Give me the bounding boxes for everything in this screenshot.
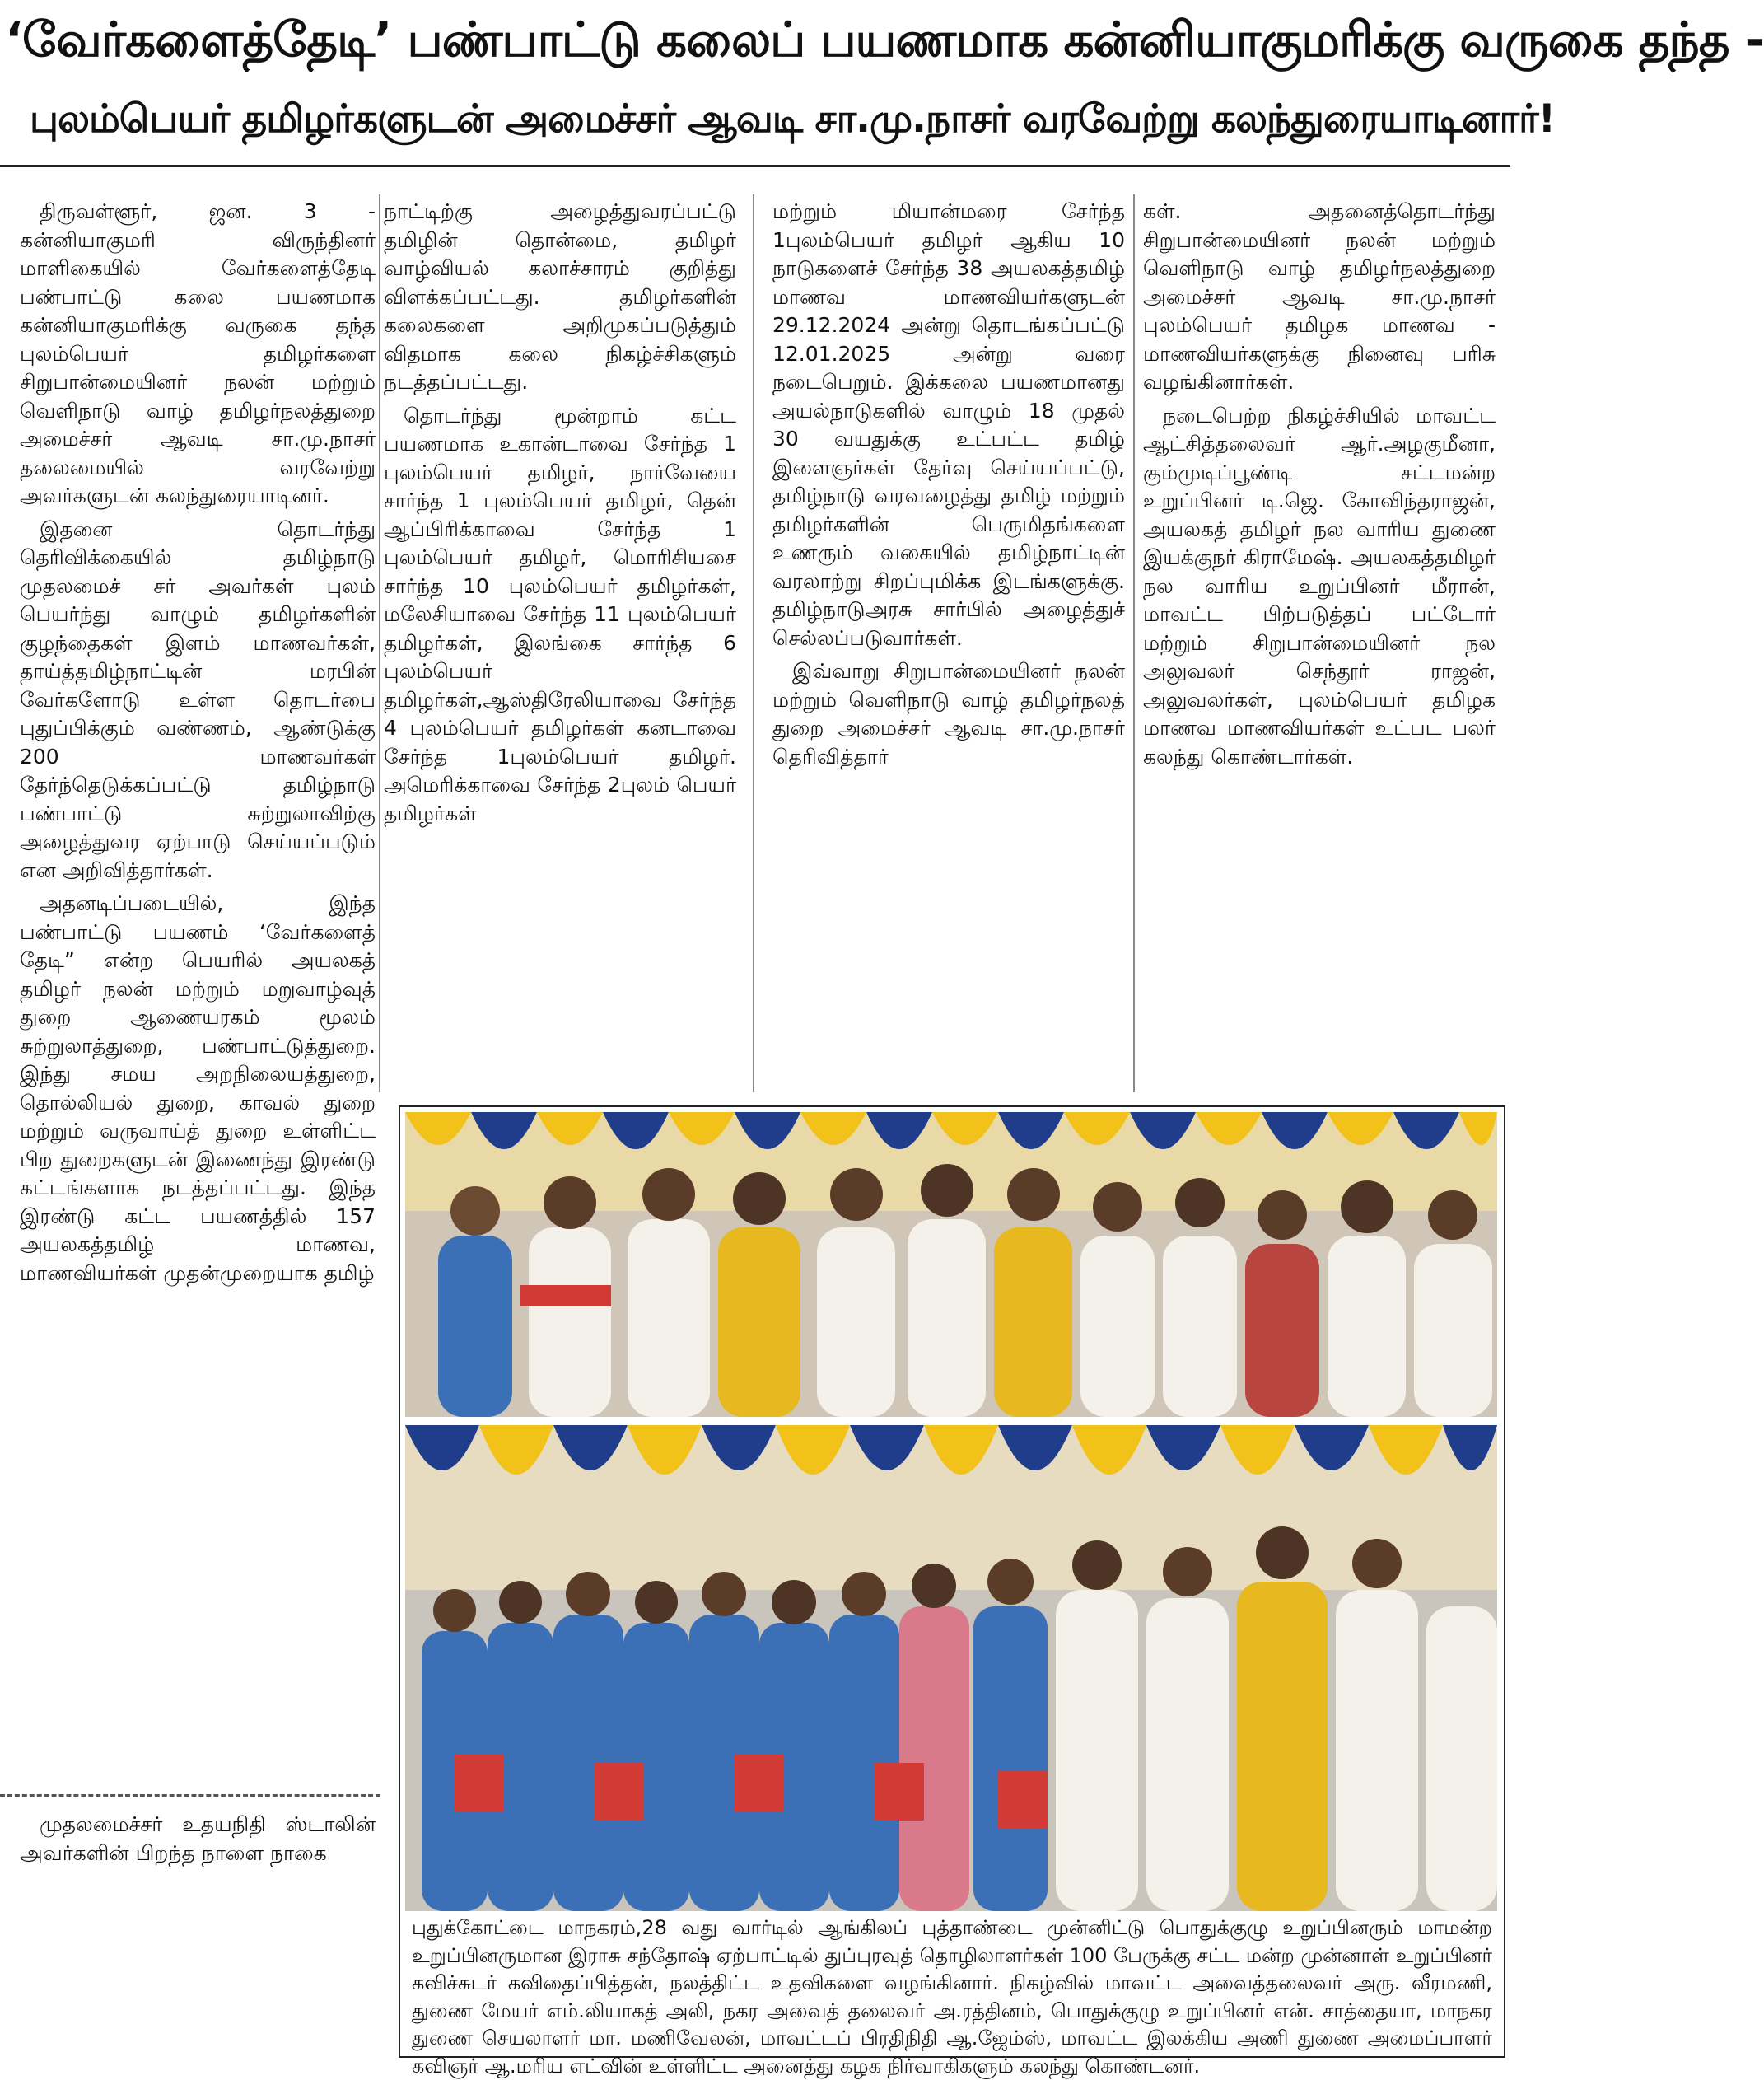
article-paragraph: மற்றும் மியான்மரை சேர்ந்த 1புலம்பெயர் தமிழர் ஆகிய 10 நாடுகளைச் சேர்ந்த 38 அயலகத்தமிழ் மாணவ மாணவியர்களுடன் 29.12.2024 அன்று தொடங்கப்பட்டு 12.01.2025 அன்று வரை நடைபெறும். இக்கலை பயணமானது அயல்நாடுகளில் வாழும் 18 முதல் 30 வயதுக்கு உட்பட்ட தமிழ் இளைஞர்கள் தேர்வு செய்யப்பட்டு, தமிழ்நாடு வரவழைத்து தமிழ் மற்றும் தமிழர்களின் பெருமிதங்களை உணரும் வகையில் தமிழ்நாட்டின் வரலாற்று சிறப்புமிக்க இடங்களுக்கு. தமிழ்நாடுஅரசு சார்பில் அழைத்துச் செல்லப்படுவார்கள். (772, 199, 1125, 650)
event-photo-top (405, 1112, 1497, 1417)
photo-illustration (405, 1112, 1497, 1417)
event-photo-bottom (405, 1425, 1497, 1911)
article-paragraph: இதனை தொடர்ந்து தெரிவிக்கையில் தமிழ்நாடு முதலமைச் சர் அவர்கள் புலம் பெயர்ந்து வாழும் தமிழர்களின் குழந்தைகள் இளம் மாணவர்கள், தாய்த்தமிழ்நாட்டின் மரபின் வேர்களோடு உள்ள தொடர்பை புதுப்பிக்கும் வண்ணம், ஆண்டுக்கு 200 மாணவர்கள் தேர்ந்தெடுக்கப்பட்டு தமிழ்நாடு பண்பாட்டு சுற்றுலாவிற்கு அழைத்துவர ஏற்பாடு செய்யப்படும் என அறிவித்தார்கள். (20, 516, 376, 882)
article-paragraph: முதலமைச்சர் உதயநிதி ஸ்டாலின் அவர்களின் பிறந்த நாளை நாகை (20, 1812, 376, 1865)
article-paragraph: அதனடிப்படையில், இந்த பண்பாட்டு பயணம் ‘வேர்களைத் தேடி” என்ற பெயரில் அயலகத் தமிழர் நலன் மற்றும் மறுவாழ்வுத் துறை ஆணையரகம் மூலம் சுற்றுலாத்துறை, பண்பாட்டுத்துறை. இந்து சமய அறநிலையத்துறை, தொல்லியல் துறை, காவல் துறை மற்றும் வருவாய்த் துறை உள்ளிட்ட பிற துறைகளுடன் இணைந்து இரண்டு கட்டங்களாக நடத்தப்பட்டது. இந்த இரண்டு கட்ட பயணத்தில் 157 அயலகத்தமிழ் மாணவ, மாணவியர்கள் முதன்முறையாக தமிழ் (20, 891, 376, 1285)
column-divider (379, 194, 380, 1092)
second-article (20, 1811, 376, 2058)
article-paragraph: தொடர்ந்து மூன்றாம் கட்ட பயணமாக உகான்டாவை சேர்ந்த 1 புலம்பெயர் தமிழர், நார்வேயை சார்ந்த 1 புலம்பெயர் தமிழர், தென் ஆப்பிரிக்காவை சேர்ந்த 1 புலம்பெயர் தமிழர், மொரிசியசை சார்ந்த 10 புலம்பெயர் தமிழர்கள், மலேசியாவை சேர்ந்த 11 புலம்பெயர் தமிழர்கள், இலங்கை சார்ந்த 6 புலம்பெயர் தமிழர்கள்,ஆஸ்திரேலியாவை சேர்ந்த 4 புலம்பெயர் தமிழர்கள் கனடாவை சேர்ந்த 1புலம்பெயர் தமிழர். அமெரிக்காவை சேர்ந்த 2புலம் பெயர் தமிழர்கள் (384, 403, 736, 825)
article-column-3 (772, 198, 1125, 1089)
article-paragraph: நடைபெற்ற நிகழ்ச்சியில் மாவட்ட ஆட்சித்தலைவர் ஆர்.அழகுமீனா, கும்முடிப்பூண்டி சட்டமன்ற உறுப்பினர் டி.ஜெ. கோவிந்தராஜன், அயலகத் தமிழர் நல வாரிய துணை இயக்குநர் கிராமேஷ். அயலகத்தமிழர் நல வாரிய உறுப்பினர் மீரான், மாவட்ட பிற்படுத்தப் பட்டோர் மற்றும் சிறுபான்மையினர் நல அலுவலர் செந்தூர் ராஜன், அலுவலர்கள், புலம்பெயர் தமிழக மாணவ மாணவியர்கள் உட்பட பலர் கலந்து கொண்டார்கள். (1143, 403, 1496, 769)
article-paragraph: திருவள்ளூர், ஜன. 3 - கன்னியாகுமரி விருந்தினர் மாளிகையில் வேர்களைத்தேடி பண்பாட்டு கலை பயணமாக கன்னியாகுமரிக்கு வருகை தந்த புலம்பெயர் தமிழர்களை சிறுபான்மையினர் நலன் மற்றும் வெளிநாடு வாழ் தமிழர்நலத்துறை அமைச்சர் ஆவடி சா.மு.நாசர் தலைமையில் வரவேற்று அவர்களுடன் கலந்துரையாடினர். (20, 199, 376, 507)
article-separator (0, 1794, 380, 1797)
article-column-1 (20, 198, 376, 1639)
photo-caption: புதுக்கோட்டை மாநகரம்,28 வது வார்டில் ஆங்கிலப் புத்தாண்டை முன்னிட்டு பொதுக்குழு உறுப்பினரும் மாமன்ற உறுப்பினருமான இராசு சந்தோஷ் ஏற்பாட்டில் துப்புரவுத் தொழிலாளர்கள் 100 பேருக்கு சட்ட மன்ற முன்னாள் உறுப்பினர் கவிச்சுடர் கவிதைப்பித்தன், நலத்திட்ட உதவிகளை வழங்கினார். நிகழ்வில் மாவட்ட அவைத்தலைவர் அரு. வீரமணி, துணை மேயர் எம்.லியாகத் அலி, நகர அவைத் தலைவர் அ.ரத்தினம், பொதுக்குழு உறுப்பினர் என். சாத்தையா, மாநகர துணை செயலாளர் மா. மணிவேலன், மாவட்டப் பிரதிநிதி ஆ.ஜேம்ஸ், மாவட்ட இலக்கிய அணி துணை அமைப்பாளர் கவிஞர் ஆ.மரிய எட்வின் உள்ளிட்ட அனைத்து கழக நிர்வாகிகளும் கலந்து கொண்டனர். (412, 1916, 1492, 2078)
headline-line-2: புலம்பெயர் தமிழர்களுடன் அமைச்சர் ஆவடி சா.மு.நாசர் வரவேற்று கலந்துரையாடினார்! (30, 96, 1556, 142)
photo-illustration (405, 1425, 1497, 1911)
article-column-4 (1143, 198, 1496, 1089)
headline-line-1: ‘வேர்களைத்தேடி’ பண்பாட்டு கலைப் பயணமாக கன்னியாகுமரிக்கு வருகை தந்த - (5, 12, 1764, 68)
article-paragraph: நாட்டிற்கு அழைத்துவரப்பட்டு தமிழின் தொன்மை, தமிழர் வாழ்வியல் கலாச்சாரம் குறித்து விளக்கப்பட்டது. தமிழர்களின் கலைகளை அறிமுகப்படுத்தும் விதமாக கலை நிகழ்ச்சிகளும் நடத்தப்பட்டது. (384, 199, 736, 394)
column-divider (753, 194, 754, 1092)
headline-divider (0, 165, 1510, 167)
column-divider (1133, 194, 1135, 1092)
article-paragraph: கள். அதனைத்தொடர்ந்து சிறுபான்மையினர் நலன் மற்றும் வெளிநாடு வாழ் தமிழர்நலத்துறை அமைச்சர் ஆவடி சா.மு.நாசர் புலம்பெயர் தமிழக மாணவ - மாணவியர்களுக்கு நினைவு பரிசு வழங்கினார்கள். (1143, 199, 1496, 394)
article-column-2 (384, 198, 736, 1089)
article-paragraph: இவ்வாறு சிறுபான்மையினர் நலன் மற்றும் வெளிநாடு வாழ் தமிழர்நலத் துறை அமைச்சர் ஆவடி சா.மு.நாசர் தெரிவித்தார் (772, 659, 1125, 769)
